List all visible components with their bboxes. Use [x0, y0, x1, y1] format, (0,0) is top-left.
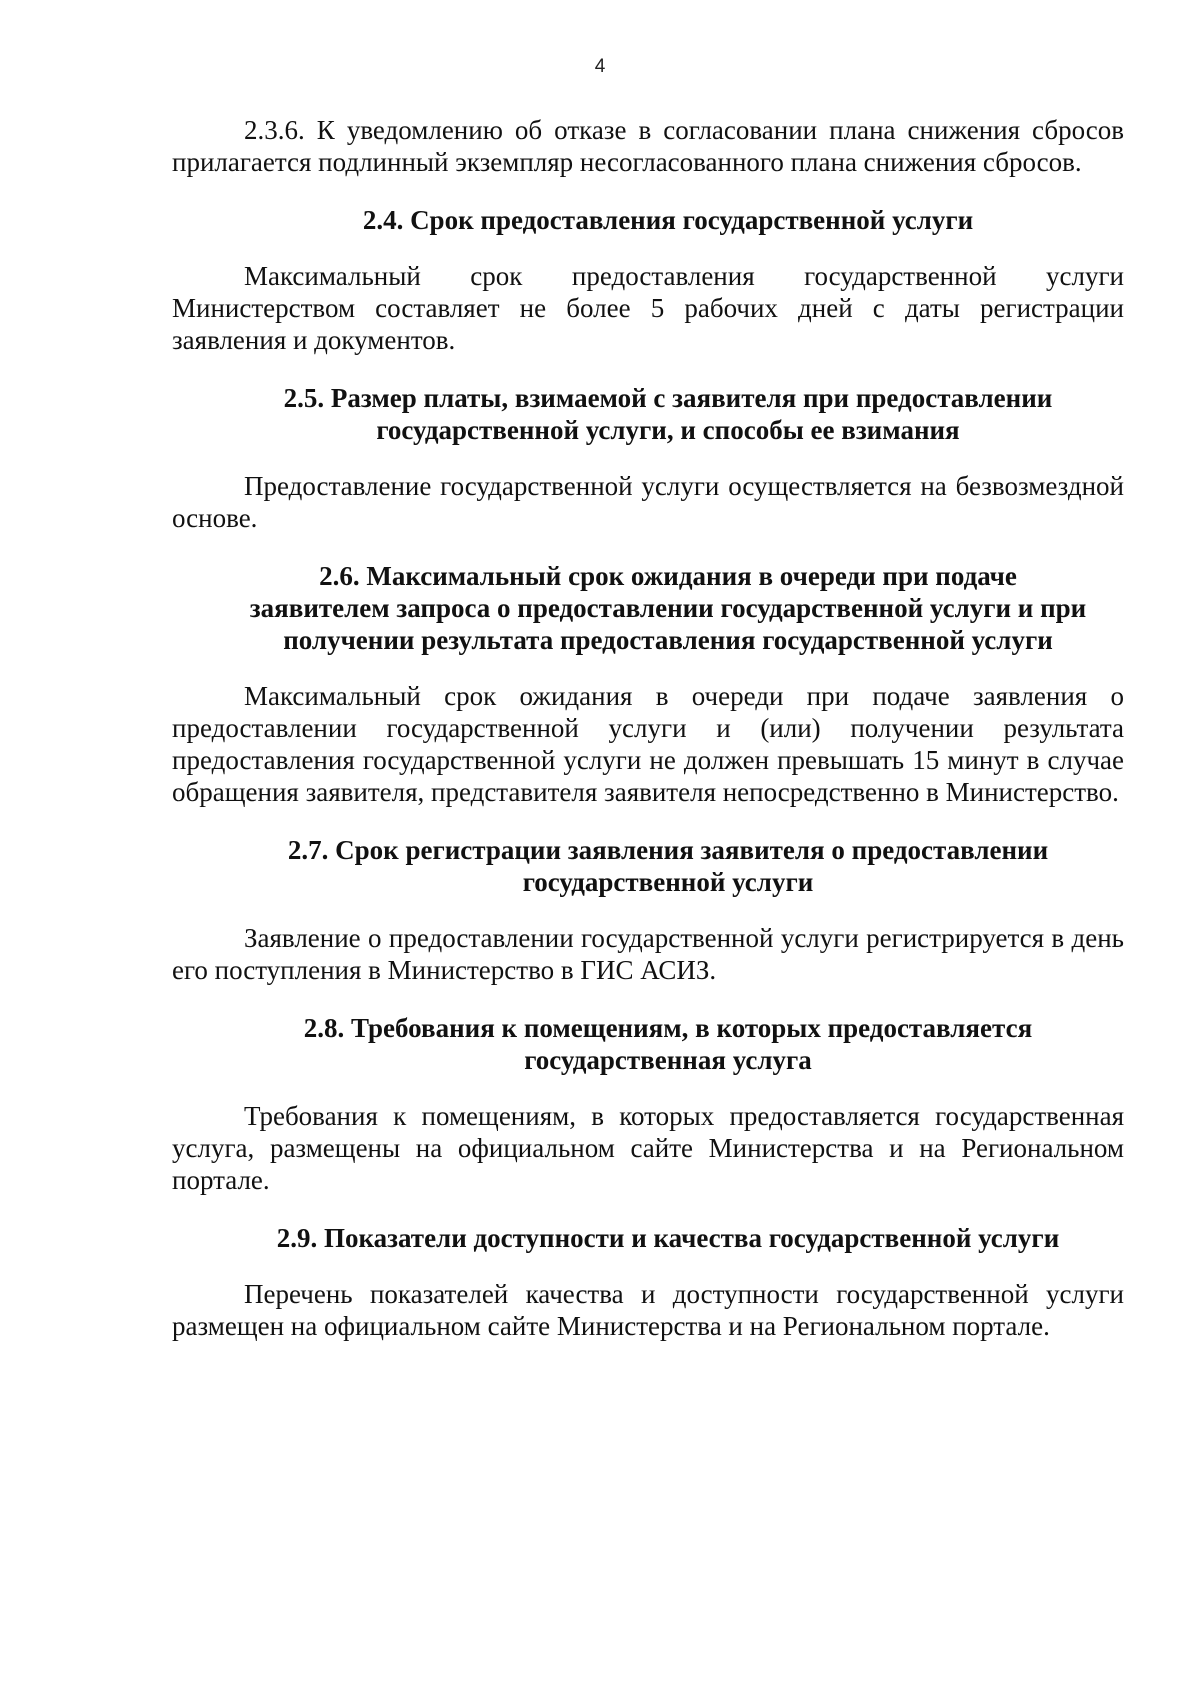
document-body	[172, 114, 1124, 1342]
section-heading-line: 2.9. Показатели доступности и качества государственной услуги	[276, 1223, 1060, 1253]
block-spacer	[172, 656, 1124, 680]
section-heading-line: 2.5. Размер платы, взимаемой с заявителя при предоставлении	[283, 383, 1053, 413]
page-number: 4	[594, 56, 606, 77]
section-heading	[172, 382, 1124, 446]
body-paragraph: Заявление о предоставлении государственной услуги регистрируется в день его поступления в Министерство в ГИС АСИЗ.	[172, 923, 1124, 985]
section-heading	[172, 1012, 1124, 1076]
block-spacer	[172, 898, 1124, 922]
block-spacer	[172, 178, 1124, 204]
body-paragraph: Перечень показателей качества и доступности государственной услуги размещен на официальном сайте Министерства и на Региональном портале.	[172, 1279, 1124, 1341]
section-heading-line: 2.7. Срок регистрации заявления заявителя о предоставлении	[287, 835, 1049, 865]
block-spacer	[172, 236, 1124, 260]
section-heading-line: государственной услуги	[522, 867, 814, 897]
block-spacer	[172, 1254, 1124, 1278]
block-spacer	[172, 986, 1124, 1012]
body-paragraph: Максимальный срок ожидания в очереди при подаче заявления о предоставлении государственной услуги и (или) получении результата предоставления государственной услуги не должен превышать 15 минут в случае обращения заявителя, представителя заявителя непосредственно в Министерство.	[172, 681, 1124, 807]
block-spacer	[172, 1196, 1124, 1222]
section-heading-line: государственной услуги, и способы ее взимания	[376, 415, 960, 445]
section-heading	[172, 560, 1124, 656]
body-paragraph: Предоставление государственной услуги осуществляется на безвозмездной основе.	[172, 471, 1124, 533]
body-paragraph: 2.3.6. К уведомлению об отказе в согласовании плана снижения сбросов прилагается подлинный экземпляр несогласованного плана снижения сбросов.	[172, 115, 1124, 177]
block-spacer	[172, 446, 1124, 470]
block-spacer	[172, 534, 1124, 560]
section-heading-line: 2.8. Требования к помещениям, в которых предоставляется	[303, 1013, 1033, 1043]
section-heading	[172, 1222, 1124, 1254]
block-spacer	[172, 356, 1124, 382]
body-paragraph: Требования к помещениям, в которых предоставляется государственная услуга, размещены на официальном сайте Министерства и на Региональном портале.	[172, 1101, 1124, 1195]
section-heading-line: заявителем запроса о предоставлении государственной услуги и при	[249, 593, 1087, 623]
section-heading	[172, 834, 1124, 898]
section-heading	[172, 204, 1124, 236]
section-heading-line: 2.6. Максимальный срок ожидания в очереди при подаче	[319, 561, 1017, 591]
block-spacer	[172, 1076, 1124, 1100]
block-spacer	[172, 808, 1124, 834]
body-paragraph: Максимальный срок предоставления государственной услуги Министерством составляет не более 5 рабочих дней с даты регистрации заявления и документов.	[172, 261, 1124, 355]
section-heading-line: 2.4. Срок предоставления государственной услуги	[362, 205, 974, 235]
section-heading-line: государственная услуга	[524, 1045, 812, 1075]
section-heading-line: получении результата предоставления государственной услуги	[283, 625, 1053, 655]
